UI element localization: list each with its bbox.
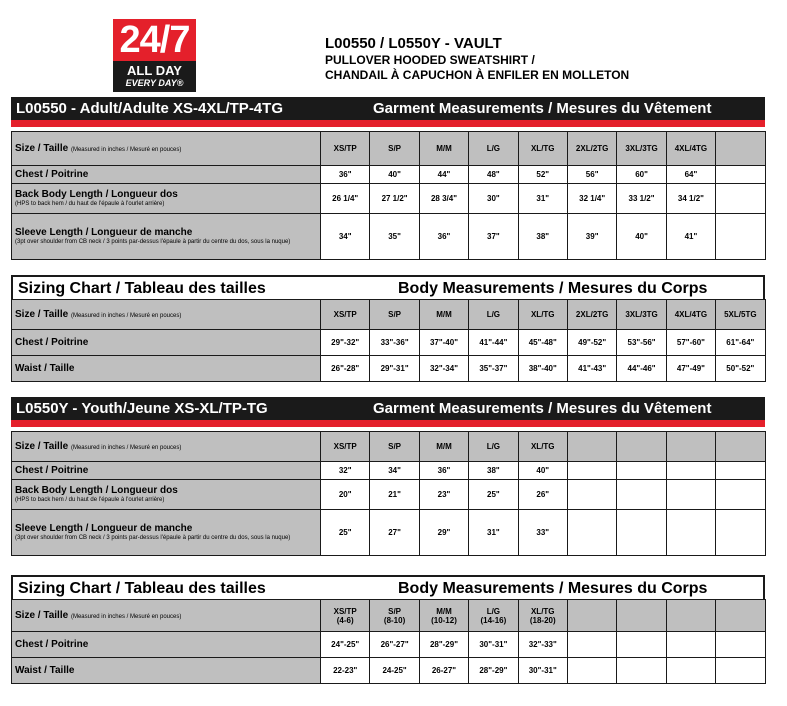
section-subtitle: Body Measurements / Mesures du Corps	[398, 280, 708, 297]
value-cell: 34"	[321, 214, 370, 260]
size-cell: 2XL/2TG	[567, 132, 616, 166]
table-row	[12, 330, 766, 356]
product-subtitle-en: PULLOVER HOODED SWEATSHIRT /	[325, 53, 535, 67]
section-subtitle: Garment Measurements / Mesures du Vêtement	[373, 100, 712, 117]
value-cell: 34"	[370, 462, 419, 480]
row-label: Sleeve Length / Longueur de manche (3pt over shoulder from CB neck / 3 points par-dessus l'épaule à partir du centre du dos, sous la nuque)	[12, 214, 321, 260]
size-cell: 4XL/4TG	[666, 132, 715, 166]
size-cell: XL/TG (18-20)	[518, 600, 567, 632]
value-cell: 37"-40"	[419, 330, 468, 356]
size-header: Size / Taille (Measured in inches / Mesuré en pouces)	[12, 432, 321, 462]
product-subtitle-fr: CHANDAIL À CAPUCHON À ENFILER EN MOLLETON	[325, 68, 630, 82]
adult-garment-header	[11, 97, 765, 120]
row-label: Chest / Poitrine	[12, 166, 321, 184]
value-cell: 25"	[321, 510, 370, 556]
value-cell: 30"	[469, 184, 518, 214]
value-cell: 39"	[567, 214, 616, 260]
value-cell	[716, 166, 765, 184]
value-cell	[716, 214, 765, 260]
value-cell: 45"-48"	[518, 330, 567, 356]
size-cell	[666, 432, 715, 462]
value-cell: 35"	[370, 214, 419, 260]
value-cell: 38"-40"	[518, 356, 567, 382]
value-cell: 21"	[370, 480, 419, 510]
size-cell: L/G (14-16)	[469, 600, 518, 632]
size-cell: XL/TG	[518, 132, 567, 166]
size-header: Size / Taille (Measured in inches / Mesuré en pouces)	[12, 600, 321, 632]
value-cell	[567, 510, 616, 556]
adult-body-table	[11, 299, 766, 382]
section-subtitle: Body Measurements / Mesures du Corps	[398, 580, 708, 597]
brand-logo	[113, 19, 196, 92]
row-label: Waist / Taille	[12, 356, 321, 382]
row-label: Back Body Length / Longueur dos (HPS to back hem / du haut de l'épaule à l'ourlet arrière)	[12, 184, 321, 214]
value-cell	[617, 462, 666, 480]
size-cell: M/M	[419, 300, 468, 330]
value-cell: 33"-36"	[370, 330, 419, 356]
adult-body-section	[11, 275, 765, 382]
value-cell: 29"-31"	[370, 356, 419, 382]
value-cell: 47"-49"	[666, 356, 715, 382]
value-cell: 64"	[666, 166, 715, 184]
logo-number: 24/7	[113, 19, 196, 61]
size-cell: M/M	[419, 132, 468, 166]
value-cell: 24-25"	[370, 658, 419, 684]
size-cell: 3XL/3TG	[617, 132, 666, 166]
value-cell: 37"	[469, 214, 518, 260]
size-cell: XS/TP	[321, 132, 370, 166]
value-cell	[716, 184, 765, 214]
table-row	[12, 658, 766, 684]
value-cell	[617, 658, 666, 684]
size-cell: XL/TG	[518, 300, 567, 330]
size-cell: L/G	[469, 132, 518, 166]
value-cell	[666, 658, 715, 684]
size-header: Size / Taille (Measured in inches / Mesuré en pouces)	[12, 132, 321, 166]
value-cell: 30"-31"	[518, 658, 567, 684]
value-cell: 38"	[518, 214, 567, 260]
table-header-row	[12, 432, 766, 462]
value-cell: 25"	[469, 480, 518, 510]
value-cell: 32"	[321, 462, 370, 480]
value-cell: 31"	[469, 510, 518, 556]
section-title: Sizing Chart / Tableau des tailles	[18, 580, 266, 597]
row-label: Chest / Poitrine	[12, 462, 321, 480]
value-cell: 22-23"	[321, 658, 370, 684]
table-header-row	[12, 300, 766, 330]
value-cell	[716, 462, 765, 480]
size-cell: 2XL/2TG	[567, 300, 616, 330]
size-cell	[716, 432, 765, 462]
size-cell: 4XL/4TG	[666, 300, 715, 330]
section-title: L0550Y - Youth/Jeune XS-XL/TP-TG	[16, 400, 268, 417]
value-cell: 26-27"	[419, 658, 468, 684]
value-cell: 60"	[617, 166, 666, 184]
document-header	[325, 35, 629, 83]
value-cell	[716, 480, 765, 510]
table-header-row	[12, 132, 766, 166]
value-cell: 24"-25"	[321, 632, 370, 658]
value-cell: 34 1/2"	[666, 184, 715, 214]
youth-garment-section	[11, 397, 765, 556]
value-cell: 28"-29"	[469, 658, 518, 684]
value-cell: 56"	[567, 166, 616, 184]
red-rule	[11, 420, 765, 427]
value-cell: 27"	[370, 510, 419, 556]
size-cell: 5XL/5TG	[716, 300, 765, 330]
value-cell	[716, 658, 765, 684]
value-cell	[666, 510, 715, 556]
logo-line2: EVERY DAY®	[125, 78, 184, 88]
size-header: Size / Taille (Measured in inches / Mesuré en pouces)	[12, 300, 321, 330]
size-cell	[666, 600, 715, 632]
section-title: L00550 - Adult/Adulte XS-4XL/TP-4TG	[16, 100, 283, 117]
size-cell	[716, 132, 765, 166]
size-cell: M/M	[419, 432, 468, 462]
value-cell	[567, 462, 616, 480]
size-cell	[567, 432, 616, 462]
adult-garment-table	[11, 131, 766, 260]
value-cell: 20"	[321, 480, 370, 510]
size-cell: XL/TG	[518, 432, 567, 462]
size-cell: XS/TP	[321, 300, 370, 330]
value-cell: 48"	[469, 166, 518, 184]
size-cell	[617, 432, 666, 462]
value-cell: 32"-33"	[518, 632, 567, 658]
value-cell: 26 1/4"	[321, 184, 370, 214]
size-cell: L/G	[469, 300, 518, 330]
value-cell	[666, 480, 715, 510]
section-title: Sizing Chart / Tableau des tailles	[18, 280, 266, 297]
row-label: Sleeve Length / Longueur de manche (3pt over shoulder from CB neck / 3 points par-dessus l'épaule à partir du centre du dos, sous la nuque)	[12, 510, 321, 556]
product-title: L00550 / L0550Y - VAULT	[325, 35, 502, 52]
size-cell: S/P	[370, 432, 419, 462]
value-cell: 31"	[518, 184, 567, 214]
value-cell: 53"-56"	[617, 330, 666, 356]
value-cell: 33 1/2"	[617, 184, 666, 214]
size-cell: S/P	[370, 300, 419, 330]
size-cell: 3XL/3TG	[617, 300, 666, 330]
value-cell: 41"-43"	[567, 356, 616, 382]
table-row	[12, 632, 766, 658]
logo-line1: ALL DAY	[127, 63, 182, 78]
size-cell: S/P (8-10)	[370, 600, 419, 632]
value-cell: 41"	[666, 214, 715, 260]
value-cell: 57"-60"	[666, 330, 715, 356]
youth-body-section	[11, 575, 765, 684]
row-label: Chest / Poitrine	[12, 632, 321, 658]
value-cell: 44"-46"	[617, 356, 666, 382]
table-row	[12, 166, 766, 184]
table-row	[12, 184, 766, 214]
value-cell: 32"-34"	[419, 356, 468, 382]
size-cell: S/P	[370, 132, 419, 166]
youth-garment-header	[11, 397, 765, 420]
value-cell: 26"	[518, 480, 567, 510]
youth-garment-table	[11, 431, 766, 556]
value-cell: 40"	[518, 462, 567, 480]
value-cell	[617, 632, 666, 658]
size-cell	[716, 600, 765, 632]
table-row	[12, 214, 766, 260]
value-cell	[567, 480, 616, 510]
youth-body-header	[11, 575, 765, 599]
value-cell: 40"	[370, 166, 419, 184]
table-row	[12, 510, 766, 556]
value-cell: 23"	[419, 480, 468, 510]
size-cell	[617, 600, 666, 632]
value-cell: 33"	[518, 510, 567, 556]
youth-body-table	[11, 599, 766, 684]
table-row	[12, 480, 766, 510]
value-cell: 50"-52"	[716, 356, 765, 382]
value-cell: 35"-37"	[469, 356, 518, 382]
value-cell	[666, 632, 715, 658]
value-cell	[716, 510, 765, 556]
value-cell	[617, 510, 666, 556]
value-cell: 36"	[419, 462, 468, 480]
table-row	[12, 462, 766, 480]
adult-body-header	[11, 275, 765, 299]
value-cell	[567, 658, 616, 684]
value-cell	[617, 480, 666, 510]
row-label: Waist / Taille	[12, 658, 321, 684]
value-cell: 30"-31"	[469, 632, 518, 658]
value-cell: 36"	[321, 166, 370, 184]
value-cell: 29"-32"	[321, 330, 370, 356]
value-cell: 29"	[419, 510, 468, 556]
value-cell: 52"	[518, 166, 567, 184]
value-cell: 49"-52"	[567, 330, 616, 356]
value-cell: 40"	[617, 214, 666, 260]
logo-tagline	[113, 61, 196, 92]
red-rule	[11, 120, 765, 127]
value-cell: 26"-27"	[370, 632, 419, 658]
size-cell: M/M (10-12)	[419, 600, 468, 632]
value-cell: 61"-64"	[716, 330, 765, 356]
section-subtitle: Garment Measurements / Mesures du Vêtement	[373, 400, 712, 417]
value-cell	[666, 462, 715, 480]
value-cell: 41"-44"	[469, 330, 518, 356]
value-cell: 26"-28"	[321, 356, 370, 382]
table-row	[12, 356, 766, 382]
value-cell	[567, 632, 616, 658]
value-cell	[716, 632, 765, 658]
row-label: Chest / Poitrine	[12, 330, 321, 356]
adult-garment-section	[11, 97, 765, 260]
size-cell	[567, 600, 616, 632]
size-cell: XS/TP	[321, 432, 370, 462]
value-cell: 36"	[419, 214, 468, 260]
value-cell: 28 3/4"	[419, 184, 468, 214]
row-label: Back Body Length / Longueur dos (HPS to back hem / du haut de l'épaule à l'ourlet arrière)	[12, 480, 321, 510]
value-cell: 28"-29"	[419, 632, 468, 658]
value-cell: 27 1/2"	[370, 184, 419, 214]
value-cell: 44"	[419, 166, 468, 184]
value-cell: 32 1/4"	[567, 184, 616, 214]
table-header-row	[12, 600, 766, 632]
size-cell: XS/TP (4-6)	[321, 600, 370, 632]
size-cell: L/G	[469, 432, 518, 462]
value-cell: 38"	[469, 462, 518, 480]
